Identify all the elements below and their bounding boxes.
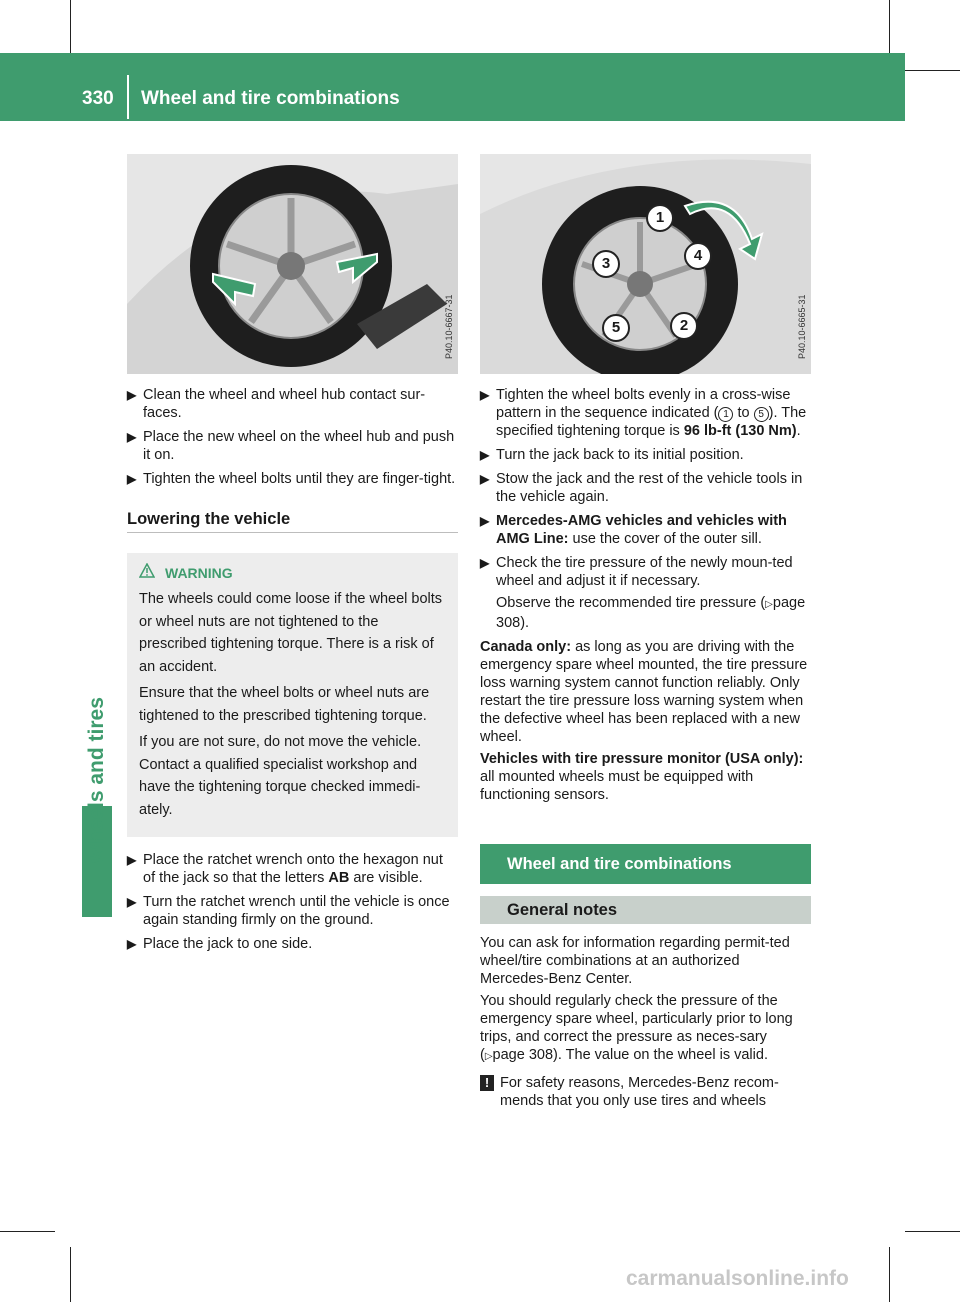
warning-box [127,553,458,837]
sequence-marker-4: 4 [684,242,712,270]
watermark: carmanualsonline.info [626,1267,849,1290]
step-arrow-icon: ▶ [480,472,490,486]
page-reference-link[interactable]: page 308 [496,595,806,631]
step-arrow-icon: ▶ [127,895,137,909]
paragraph: Vehicles with tire pressure monitor (USA only): all mounted wheels must be equipped with functioning sensors. [480,751,804,803]
side-tab-label: Wheels and tires [85,697,108,864]
instruction-step: ▶ Place the jack to one side. [127,936,313,952]
section-heading: Lowering the vehicle [127,510,291,528]
instruction-step: ▶ Turn the jack back to its initial position. [480,447,744,463]
step-arrow-icon: ▶ [127,430,137,444]
instruction-step: ▶ Place the ratchet wrench onto the hexagon nut of the jack so that the letters AB are visible. [127,852,443,886]
header-divider [127,75,129,119]
sequence-marker-2: 2 [670,312,698,340]
sub-note: Observe the recommended tire pressure (▷page 308). [496,595,806,631]
warning-text: The wheels could come loose if the wheel bolts or wheel nuts are not tightened to the prescribed tightening torque. There is a risk of an accident. [139,591,443,675]
paragraph: You should regularly check the pressure of the emergency spare wheel, particularly prior to long trips, and correct the pressure as neces-sary (▷page 308). The value on the wheel is valid. [480,993,793,1063]
instruction-step: ▶ Tighten the wheel bolts until they are finger-tight. [127,471,456,487]
page-ref-arrow-icon: ▷ [765,599,773,610]
paragraph: You can ask for information regarding permit-ted wheel/tire combinations at an authorized Mercedes-Benz Center. [480,935,790,987]
page-ref-arrow-icon: ▷ [484,1051,493,1062]
instruction-step: ▶ Mercedes-AMG vehicles and vehicles with AMG Line: use the cover of the outer sill. [480,513,787,547]
warning-text: Ensure that the wheel bolts or wheel nuts are tightened to the prescribed tightening torque. [139,685,430,724]
subsection-banner: General notes [480,896,811,924]
circled-number: 1 [718,407,733,422]
crop-mark [889,0,890,55]
instruction-step: ▶ Place the new wheel on the wheel hub and push it on. [127,429,455,463]
instruction-step: ▶ Stow the jack and the rest of the vehicle tools in the vehicle again. [480,471,803,505]
warning-triangle-icon [139,563,157,582]
step-arrow-icon: ▶ [480,556,490,570]
step-arrow-icon: ▶ [480,448,490,462]
warning-text: If you are not sure, do not move the vehicle. Contact a qualified specialist workshop and have the tightening torque checked immedi-ately. [139,734,422,818]
instruction-step: ▶ Clean the wheel and wheel hub contact sur-faces. [127,387,426,421]
sequence-marker-1: 1 [646,204,674,232]
sequence-marker-3: 3 [592,250,620,278]
step-arrow-icon: ▶ [480,514,490,528]
crop-mark [70,1247,71,1302]
step-arrow-icon: ▶ [127,472,137,486]
figure-code: P40.10-6665-31 [797,294,807,359]
instruction-step: ▶ Check the tire pressure of the newly moun-ted wheel and adjust it if necessary. [480,555,793,589]
page-header [0,53,905,121]
page-title: Wheel and tire combinations [141,88,400,109]
page-number: 330 [82,88,114,109]
paragraph: Canada only: as long as you are driving with the emergency spare wheel mounted, the tire pressure loss warning system cannot function reliably. Only restart the tire pressure loss warning system when the defective wheel has been replaced with a new wheel. [480,639,808,745]
crop-mark [905,1231,960,1232]
right-column [480,386,811,1110]
instruction-step: ▶ Turn the ratchet wrench until the vehicle is once again standing firmly on the ground. [127,894,450,928]
crop-mark [905,70,960,71]
heading-rule [127,532,458,533]
note: ! For safety reasons, Mercedes-Benz recom-mends that you only use tires and wheels [480,1074,811,1110]
step-arrow-icon: ▶ [127,853,137,867]
bolt-sequence-illustration [480,154,811,374]
step-arrow-icon: ▶ [127,937,137,951]
step-arrow-icon: ▶ [127,388,137,402]
crop-mark [70,0,71,55]
step-arrow-icon: ▶ [480,388,490,402]
figure-code: P40.10-6667-31 [444,294,454,359]
figure-wheel-mounting [127,154,458,374]
left-column [127,386,458,959]
sequence-marker-5: 5 [602,314,630,342]
exclamation-icon: ! [480,1075,494,1091]
instruction-step: ▶ Tighten the wheel bolts evenly in a cross-wise pattern in the sequence indicated ( 1 to 5 ). The specified tightening torque is 96 lb-ft (130 Nm). [480,387,807,439]
wheel-mounting-illustration [127,154,458,374]
crop-mark [889,1247,890,1302]
warning-title: WARNING [165,564,233,581]
crop-mark [0,1231,55,1232]
page-reference-link[interactable]: page 308 [492,1047,554,1063]
circled-number: 5 [754,407,769,422]
figure-bolt-sequence [480,154,811,374]
section-banner: Wheel and tire combinations [480,844,811,884]
